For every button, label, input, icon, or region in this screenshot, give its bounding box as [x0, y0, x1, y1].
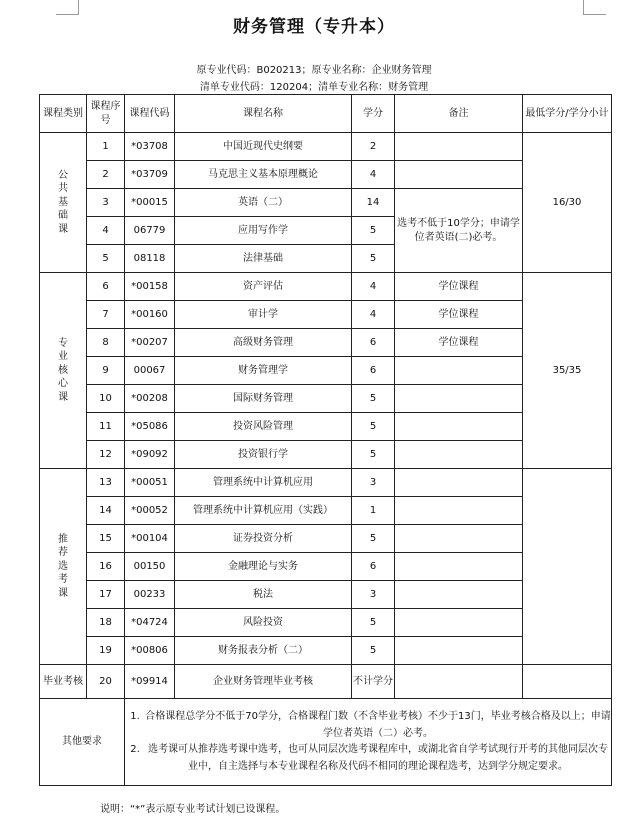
original-major-info: 原专业代码：B020213；原专业名称：企业财务管理 [196, 65, 432, 76]
course-seq: 19 [87, 637, 125, 665]
course-seq: 6 [87, 273, 125, 301]
header-min-credit: 最低学分/学分小计 [523, 95, 612, 133]
course-name: 应用写作学 [175, 217, 352, 245]
elective-subtotal [523, 469, 612, 665]
course-code: *03708 [125, 133, 175, 161]
course-credit: 4 [352, 161, 395, 189]
course-credit: 5 [352, 385, 395, 413]
course-credit: 不计学分 [352, 665, 395, 699]
course-seq: 13 [87, 469, 125, 497]
page-title: 财务管理（专升本） [233, 17, 395, 37]
course-name: 中国近现代史纲要 [175, 133, 352, 161]
course-code: *00160 [125, 301, 175, 329]
course-credit: 6 [352, 329, 395, 357]
course-credit: 3 [352, 469, 395, 497]
course-name: 风险投资 [175, 609, 352, 637]
course-note [395, 385, 523, 413]
course-credit: 5 [352, 525, 395, 553]
other-requirements-row [40, 699, 612, 786]
graduation-subtotal [523, 665, 612, 699]
course-name: 金融理论与实务 [175, 553, 352, 581]
requirement-item [125, 709, 611, 742]
course-note [395, 497, 523, 525]
course-code: 08118 [125, 245, 175, 273]
category-elective [40, 469, 87, 665]
course-note [395, 609, 523, 637]
course-credit: 5 [352, 609, 395, 637]
table-row [40, 133, 612, 161]
course-code: *09914 [125, 665, 175, 699]
category-public [40, 133, 87, 273]
course-note [395, 525, 523, 553]
course-seq: 3 [87, 189, 125, 217]
course-seq: 18 [87, 609, 125, 637]
course-seq: 2 [87, 161, 125, 189]
course-seq: 17 [87, 581, 125, 609]
header-credit: 学分 [352, 95, 395, 133]
course-code: 00233 [125, 581, 175, 609]
course-credit: 2 [352, 133, 395, 161]
course-code: *00051 [125, 469, 175, 497]
header-name: 课程名称 [175, 95, 352, 133]
header-note: 备注 [395, 95, 523, 133]
course-seq: 11 [87, 413, 125, 441]
course-note: 学位课程 [395, 329, 523, 357]
footnote: 说明：“*”表示原专业考试计划已设课程。 [100, 804, 286, 815]
course-seq: 16 [87, 553, 125, 581]
course-seq: 4 [87, 217, 125, 245]
course-credit: 6 [352, 553, 395, 581]
course-note: 学位课程 [395, 273, 523, 301]
course-code: *00208 [125, 385, 175, 413]
course-note: 学位课程 [395, 301, 523, 329]
course-code: *00806 [125, 637, 175, 665]
course-code: *00207 [125, 329, 175, 357]
course-table [39, 94, 612, 786]
course-name: 审计学 [175, 301, 352, 329]
requirement-number: 1. [130, 711, 140, 722]
course-name: 财务报表分析（二） [175, 637, 352, 665]
course-code: *00104 [125, 525, 175, 553]
course-note [395, 133, 523, 161]
course-credit: 4 [352, 301, 395, 329]
table-row [40, 273, 612, 301]
course-note [395, 161, 523, 189]
course-code: *04724 [125, 609, 175, 637]
course-seq: 14 [87, 497, 125, 525]
course-credit: 6 [352, 357, 395, 385]
course-note [395, 413, 523, 441]
course-code: 00067 [125, 357, 175, 385]
requirement-number: 2. [130, 744, 140, 755]
course-seq: 12 [87, 441, 125, 469]
header-code: 课程代码 [125, 95, 175, 133]
public-note: 选考不低于10学分；申请学位者英语(二)必考。 [395, 189, 523, 273]
course-note [395, 553, 523, 581]
course-seq: 5 [87, 245, 125, 273]
course-code: *00015 [125, 189, 175, 217]
core-subtotal: 35/35 [523, 273, 612, 469]
other-requirements-content [125, 699, 612, 786]
public-subtotal: 16/30 [523, 133, 612, 273]
course-seq: 1 [87, 133, 125, 161]
course-credit: 5 [352, 245, 395, 273]
requirement-text: 合格课程总学分不低于70学分，合格课程门数（不含毕业考核）不少于13门，毕业考核合格及以上；申请学位者英语（二）必考。 [145, 711, 611, 739]
course-credit: 3 [352, 581, 395, 609]
course-name: 投资风险管理 [175, 413, 352, 441]
course-name: 英语（二） [175, 189, 352, 217]
course-seq: 15 [87, 525, 125, 553]
requirement-text: 选考课可从推荐选考课中选考，也可从同层次选考课程库中，或湖北省自学考试现行开考的其他同层次专业中，自主选择与本专业课程名称及代码不相同的理论课程选考，达到学分规定要求。 [148, 744, 608, 772]
table-row [40, 469, 612, 497]
course-name: 马克思主义基本原理概论 [175, 161, 352, 189]
course-code: 06779 [125, 217, 175, 245]
course-credit: 5 [352, 413, 395, 441]
table-row [40, 665, 612, 699]
course-name: 国际财务管理 [175, 385, 352, 413]
header-seq: 课程序号 [87, 95, 125, 133]
course-code: *05086 [125, 413, 175, 441]
category-elective-label: 推 荐 选 考 课 [58, 533, 68, 599]
course-seq: 20 [87, 665, 125, 699]
course-code: *09092 [125, 441, 175, 469]
table-header-row [40, 95, 612, 133]
course-note [395, 581, 523, 609]
course-seq: 7 [87, 301, 125, 329]
course-code: *03709 [125, 161, 175, 189]
course-code: 00150 [125, 553, 175, 581]
course-name: 高级财务管理 [175, 329, 352, 357]
course-note [395, 357, 523, 385]
course-name: 资产评估 [175, 273, 352, 301]
course-note [395, 665, 523, 699]
requirement-item [125, 742, 611, 775]
course-name: 管理系统中计算机应用（实践） [175, 497, 352, 525]
course-credit: 5 [352, 637, 395, 665]
course-name: 法律基础 [175, 245, 352, 273]
header-category: 课程类别 [40, 95, 87, 133]
course-credit: 5 [352, 217, 395, 245]
course-name: 企业财务管理毕业考核 [175, 665, 352, 699]
course-code: *00052 [125, 497, 175, 525]
list-major-info: 清单专业代码：120204；清单专业名称：财务管理 [199, 82, 429, 93]
course-credit: 4 [352, 273, 395, 301]
course-code: *00158 [125, 273, 175, 301]
course-seq: 10 [87, 385, 125, 413]
course-name: 投资银行学 [175, 441, 352, 469]
category-public-label: 公 共 基 础 课 [58, 169, 68, 235]
course-name: 财务管理学 [175, 357, 352, 385]
course-name: 税法 [175, 581, 352, 609]
category-graduation: 毕业考核 [40, 665, 87, 699]
course-credit: 14 [352, 189, 395, 217]
course-note [395, 441, 523, 469]
course-seq: 9 [87, 357, 125, 385]
course-credit: 1 [352, 497, 395, 525]
course-seq: 8 [87, 329, 125, 357]
category-core [40, 273, 87, 469]
course-note [395, 637, 523, 665]
course-name: 管理系统中计算机应用 [175, 469, 352, 497]
course-name: 证券投资分析 [175, 525, 352, 553]
category-core-label: 专 业 核 心 课 [58, 337, 68, 403]
course-credit: 5 [352, 441, 395, 469]
other-requirements-label: 其他要求 [40, 699, 125, 786]
course-note [395, 469, 523, 497]
